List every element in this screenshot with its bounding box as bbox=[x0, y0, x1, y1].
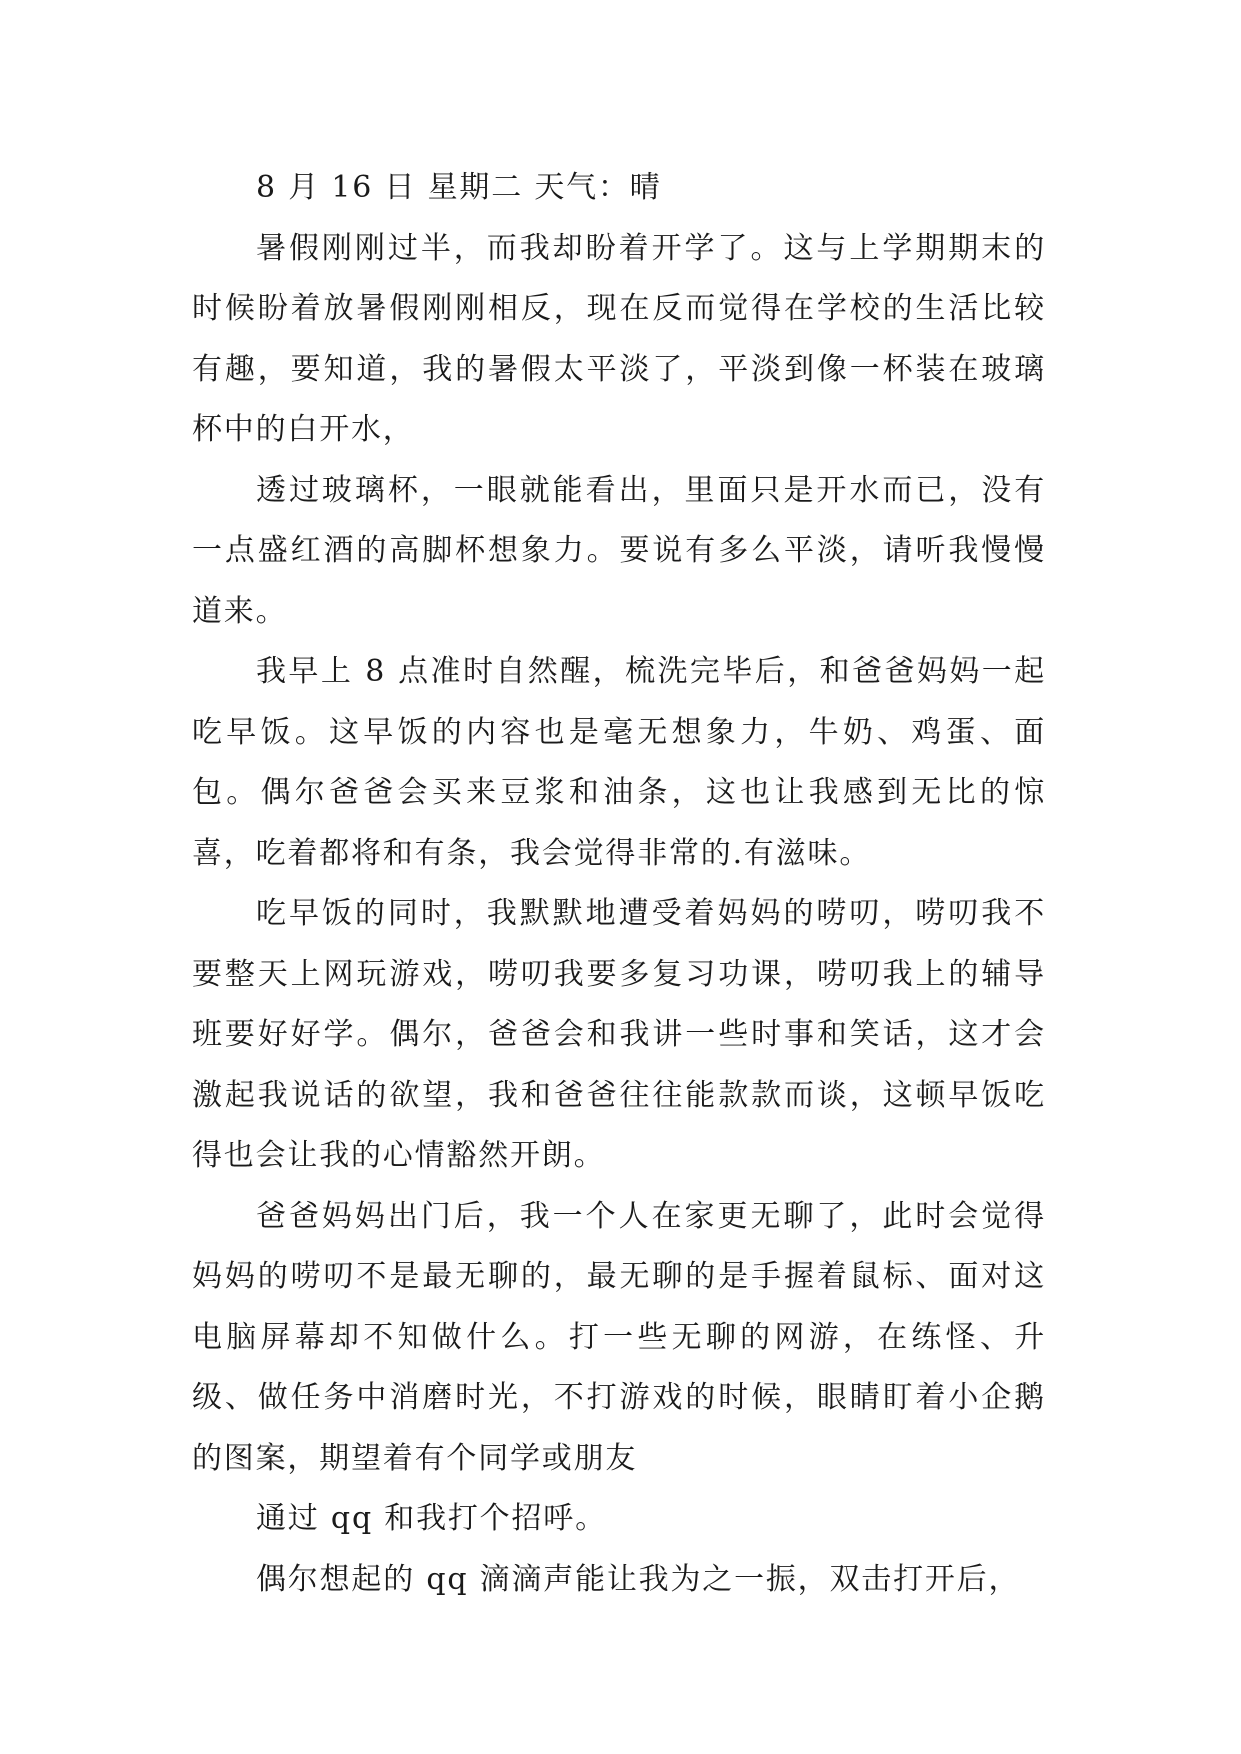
paragraph: 吃早饭的同时，我默默地遭受着妈妈的唠叨，唠叨我不要整天上网玩游戏，唠叨我要多复习功课，唠叨我上的辅导班要好好学。偶尔，爸爸会和我讲一些时事和笑话，这才会激起我说话的欲望，我和爸爸往往能款款而谈，这顿早饭吃得也会让我的心情豁然开朗。 bbox=[192, 896, 1046, 1173]
paragraph: 偶尔想起的 qq 滴滴声能让我为之一振，双击打开后， bbox=[256, 1561, 1021, 1597]
date-weather-line: 8 月 16 日 星期二 天气：晴 bbox=[256, 170, 662, 205]
paragraph: 通过 qq 和我打个招呼。 bbox=[256, 1501, 607, 1536]
paragraph: 爸爸妈妈出门后，我一个人在家更无聊了，此时会觉得妈妈的唠叨不是最无聊的，最无聊的是手握着鼠标、面对这电脑屏幕却不知做什么。打一些无聊的网游，在练怪、升级、做任务中消磨时光，不打游戏的时候，眼睛盯着小企鹅的图案，期望着有个同学或朋友 bbox=[192, 1198, 1046, 1476]
document-body bbox=[192, 158, 1046, 1610]
paragraph: 透过玻璃杯，一眼就能看出，里面只是开水而已，没有一点盛红酒的高脚杯想象力。要说有多么平淡，请听我慢慢道来。 bbox=[192, 472, 1046, 629]
paragraph: 我早上 8 点准时自然醒，梳洗完毕后，和爸爸妈妈一起吃早饭。这早饭的内容也是毫无想象力，牛奶、鸡蛋、面包。偶尔爸爸会买来豆浆和油条，这也让我感到无比的惊喜，吃着都将和有条，我会觉得非常的.有滋味。 bbox=[192, 654, 1046, 871]
paragraph: 暑假刚刚过半，而我却盼着开学了。这与上学期期末的时候盼着放暑假刚刚相反，现在反而觉得在学校的生活比较有趣，要知道，我的暑假太平淡了，平淡到像一杯装在玻璃杯中的白开水， bbox=[192, 230, 1046, 447]
